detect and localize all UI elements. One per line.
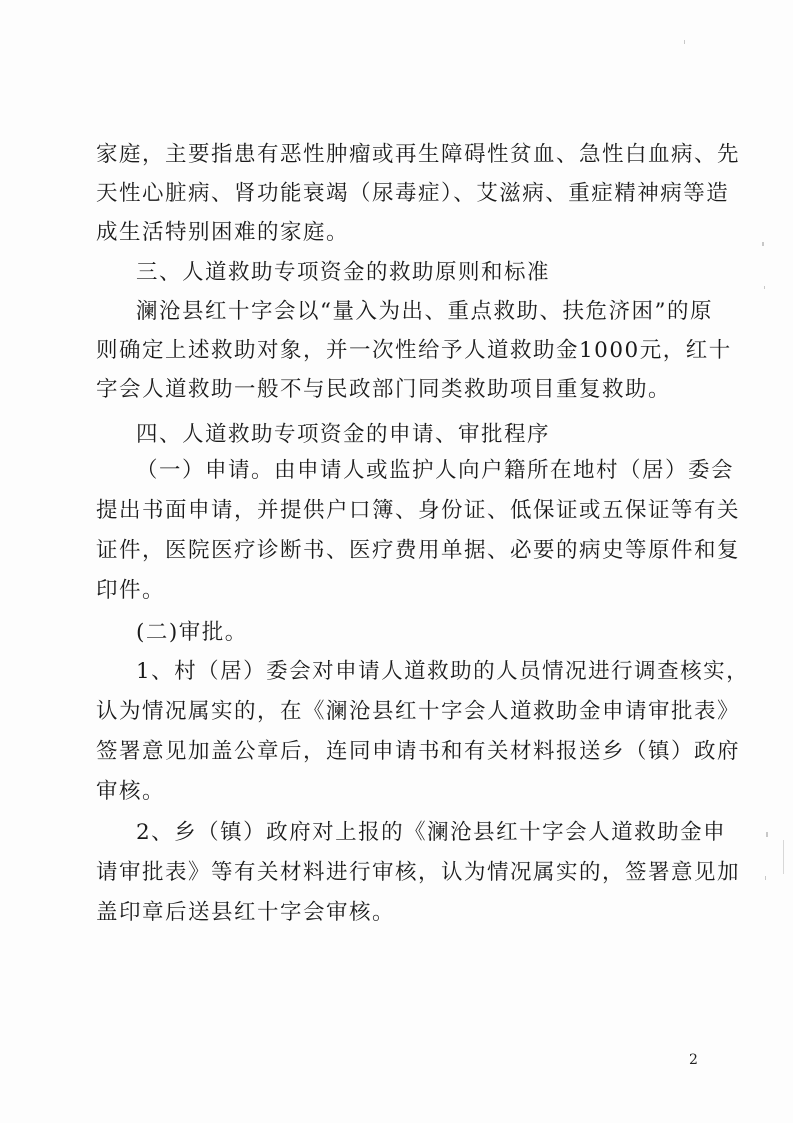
scan-speck [764, 286, 765, 289]
scan-speck [766, 832, 768, 837]
text-line: 印件。 [96, 578, 166, 603]
text-line: 2、乡（镇）政府对上报的《澜沧县红十字会人道救助金申 [136, 820, 727, 845]
text-line: 请审批表》等有关材料进行审核，认为情况属实的，签署意见加 [96, 860, 741, 885]
scan-edge-mark [783, 840, 784, 874]
section-heading: 三、人道救助专项资金的救助原则和标准 [136, 260, 551, 285]
text-line: 盖印章后送县红十字会审核。 [96, 900, 396, 925]
text-line: 天性心脏病、肾功能衰竭（尿毒症）、艾滋病、重症精神病等造 [96, 181, 730, 206]
section-heading: 四、人道救助专项资金的申请、审批程序 [136, 422, 551, 447]
text-line: 认为情况属实的，在《澜沧县红十字会人道救助金申请审批表》 [96, 699, 741, 724]
text-line: 证件，医院医疗诊断书、医疗费用单据、必要的病史等原件和复 [96, 538, 741, 563]
scan-speck [765, 876, 766, 880]
text-line: 成生活特别困难的家庭。 [96, 220, 350, 245]
text-line: （一）申请。由申请人或监护人向户籍所在地村（居）委会 [136, 458, 735, 483]
text-line: 审核。 [96, 779, 166, 804]
scan-speck [762, 242, 764, 246]
text-line: 签署意见加盖公章后，连同申请书和有关材料报送乡（镇）政府 [96, 739, 741, 764]
text-line: 家庭，主要指患有恶性肿瘤或再生障碍性贫血、急性白血病、先 [96, 142, 741, 167]
scan-speck [684, 40, 685, 44]
text-line: 提出书面申请，并提供户口簿、身份证、低保证或五保证等有关 [96, 498, 741, 523]
page-number: 2 [689, 1052, 698, 1068]
text-line: 则确定上述救助对象，并一次性给予人道救助金1000元，红十 [96, 338, 732, 363]
text-line: 字会人道救助一般不与民政部门同类救助项目重复救助。 [96, 377, 672, 402]
text-line: 1、村（居）委会对申请人道救助的人员情况进行调查核实， [136, 659, 750, 684]
text-line: 澜沧县红十字会以“量入为出、重点救助、扶危济困”的原 [136, 299, 713, 324]
subsection-heading: (二)审批。 [136, 620, 248, 645]
